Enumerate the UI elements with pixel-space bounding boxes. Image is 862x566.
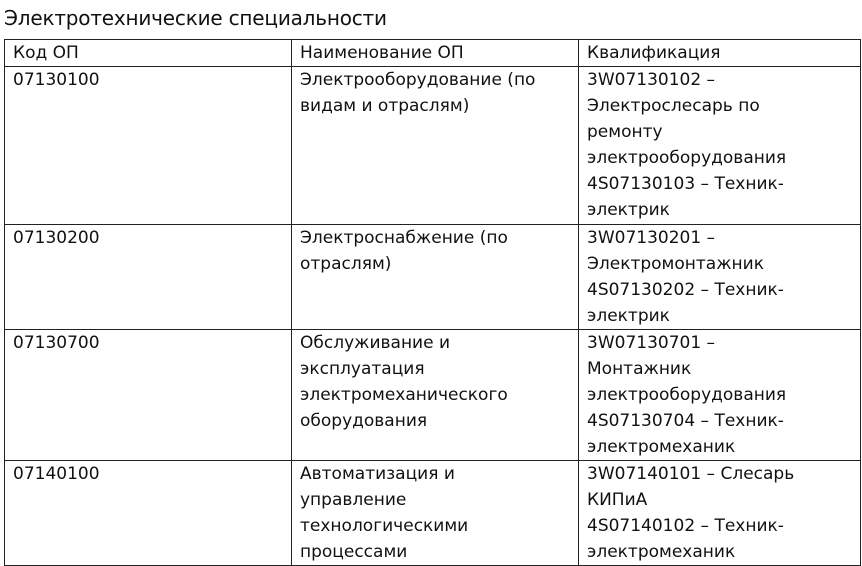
- header-qualification: Квалификация: [579, 40, 861, 67]
- cell-code: 07130200: [5, 225, 292, 330]
- header-name: Наименование ОП: [292, 40, 579, 67]
- table-row: [5, 461, 861, 566]
- specialties-table: [4, 39, 861, 566]
- cell-name: Электроснабжение (по отраслям): [292, 225, 579, 330]
- table-row: [5, 225, 861, 330]
- cell-name: Автоматизация и управление технологическими процессами: [292, 461, 579, 566]
- table-row: [5, 67, 861, 225]
- cell-qualification: 3W07130201 – Электромонтажник 4S07130202 – Техник- электрик: [579, 225, 861, 330]
- cell-code: 07130700: [5, 330, 292, 461]
- cell-name: Обслуживание и эксплуатация электромеханического оборудования: [292, 330, 579, 461]
- cell-code: 07140100: [5, 461, 292, 566]
- table-row: [5, 330, 861, 461]
- page-title: Электротехнические специальности: [4, 6, 387, 30]
- cell-code: 07130100: [5, 67, 292, 225]
- header-code: Код ОП: [5, 40, 292, 67]
- cell-qualification: 3W07130102 – Электрослесарь по ремонту электрооборудования 4S07130103 – Техник- электрик: [579, 67, 861, 225]
- table-header-row: [5, 40, 861, 67]
- cell-qualification: 3W07140101 – Слесарь КИПиА 4S07140102 – Техник- электромеханик: [579, 461, 861, 566]
- cell-name: Электрооборудование (по видам и отраслям): [292, 67, 579, 225]
- cell-qualification: 3W07130701 – Монтажник электрооборудования 4S07130704 – Техник- электромеханик: [579, 330, 861, 461]
